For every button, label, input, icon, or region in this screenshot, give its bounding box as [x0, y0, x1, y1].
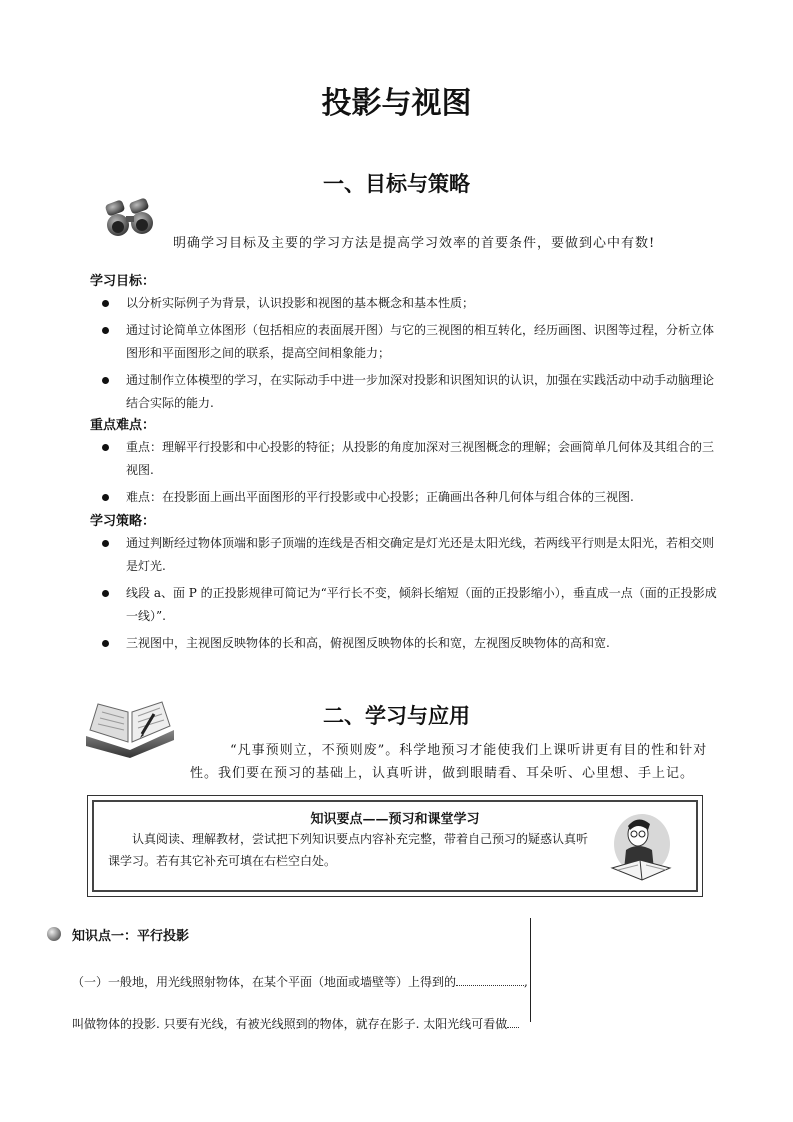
binoculars-icon — [100, 198, 158, 240]
list-item: 通过制作立体模型的学习，在实际动手中进一步加深对投影和识图知识的认识，加强在实践活动中动手动脑理论结合实际的能力. — [100, 369, 725, 415]
book-icon — [84, 700, 176, 758]
strategy-list — [100, 532, 725, 659]
list-item: 重点：理解平行投影和中心投影的特征；从投影的角度加深对三视图概念的理解；会画简单几何体及其组合的三视图. — [100, 436, 725, 482]
quote-line-2: 性。我们要在预习的基础上，认真听讲，做到眼睛看、耳朵听、心里想、手上记。 — [190, 766, 695, 781]
list-item: 三视图中，主视图反映物体的长和高，俯视图反映物体的长和宽，左视图反映物体的高和宽. — [100, 632, 725, 655]
reading-person-icon — [608, 810, 674, 888]
section1-heading: 一、目标与策略 — [323, 172, 470, 196]
knowledge-box — [87, 795, 703, 897]
bullet-icon — [102, 444, 109, 451]
knowledge-line-1 — [72, 973, 528, 990]
bullet-icon — [102, 494, 109, 501]
key-list — [100, 436, 725, 513]
list-item: 线段 a、面 P 的正投影规律可简记为“平行长不变，倾斜长缩短（面的正投影缩小），垂直成一点（面的正投影成一线）”. — [100, 582, 725, 628]
page-title: 投影与视图 — [321, 86, 472, 121]
bullet-icon — [102, 540, 109, 547]
quote-line-1: “凡事预则立，不预则废”。科学地预习才能使我们上课听讲更有目的性和针对 — [230, 743, 708, 758]
list-item: 通过判断经过物体顶端和影子顶端的连线是否相交确定是灯光还是太阳光线，若两线平行则是太阳光，若相交则是灯光. — [100, 532, 725, 578]
fill-blank — [507, 1017, 519, 1028]
key-label: 重点难点： — [90, 418, 156, 433]
list-item: 难点：在投影面上画出平面图形的平行投影或中心投影；正确画出各种几何体与组合体的三视图. — [100, 486, 725, 509]
knowledge-line-1-end: , — [524, 975, 528, 989]
section1-intro: 明确学习目标及主要的学习方法是提高学习效率的首要条件，要做到心中有数! — [173, 236, 656, 251]
knowledge-line-2 — [72, 1015, 519, 1032]
bullet-icon — [102, 640, 109, 647]
bullet-icon — [102, 590, 109, 597]
knowledge-box-text: 认真阅读、理解教材，尝试把下列知识要点内容补充完整，带着自己预习的疑惑认真听课学习。若有其它补充可填在右栏空白处。 — [108, 832, 589, 868]
bullet-icon — [102, 300, 109, 307]
bullet-icon — [102, 377, 109, 384]
column-divider — [530, 918, 531, 1022]
ball-bullet-icon — [46, 926, 62, 942]
list-item: 以分析实际例子为背景，认识投影和视图的基本概念和基本性质； — [100, 292, 725, 315]
knowledge-line-2-text: 叫做物体的投影. 只要有光线，有被光线照到的物体，就存在影子. 太阳光线可看做 — [72, 1017, 508, 1031]
knowledge-point-title: 知识点一：平行投影 — [72, 929, 190, 944]
list-item: 通过讨论简单立体图形（包括相应的表面展开图）与它的三视图的相互转化，经历画图、识图等过程，分析立体图形和平面图形之间的联系，提高空间相象能力； — [100, 319, 725, 365]
section2-heading: 二、学习与应用 — [323, 704, 470, 728]
goals-list — [100, 292, 725, 419]
strategy-label: 学习策略： — [90, 514, 156, 529]
goals-label: 学习目标： — [90, 274, 156, 289]
knowledge-box-title: 知识要点——预习和课堂学习 — [310, 812, 480, 827]
bullet-icon — [102, 327, 109, 334]
knowledge-line-1-text: （一）一般地，用光线照射物体，在某个平面（地面或墙壁等）上得到的 — [72, 975, 457, 989]
fill-blank — [456, 975, 524, 986]
